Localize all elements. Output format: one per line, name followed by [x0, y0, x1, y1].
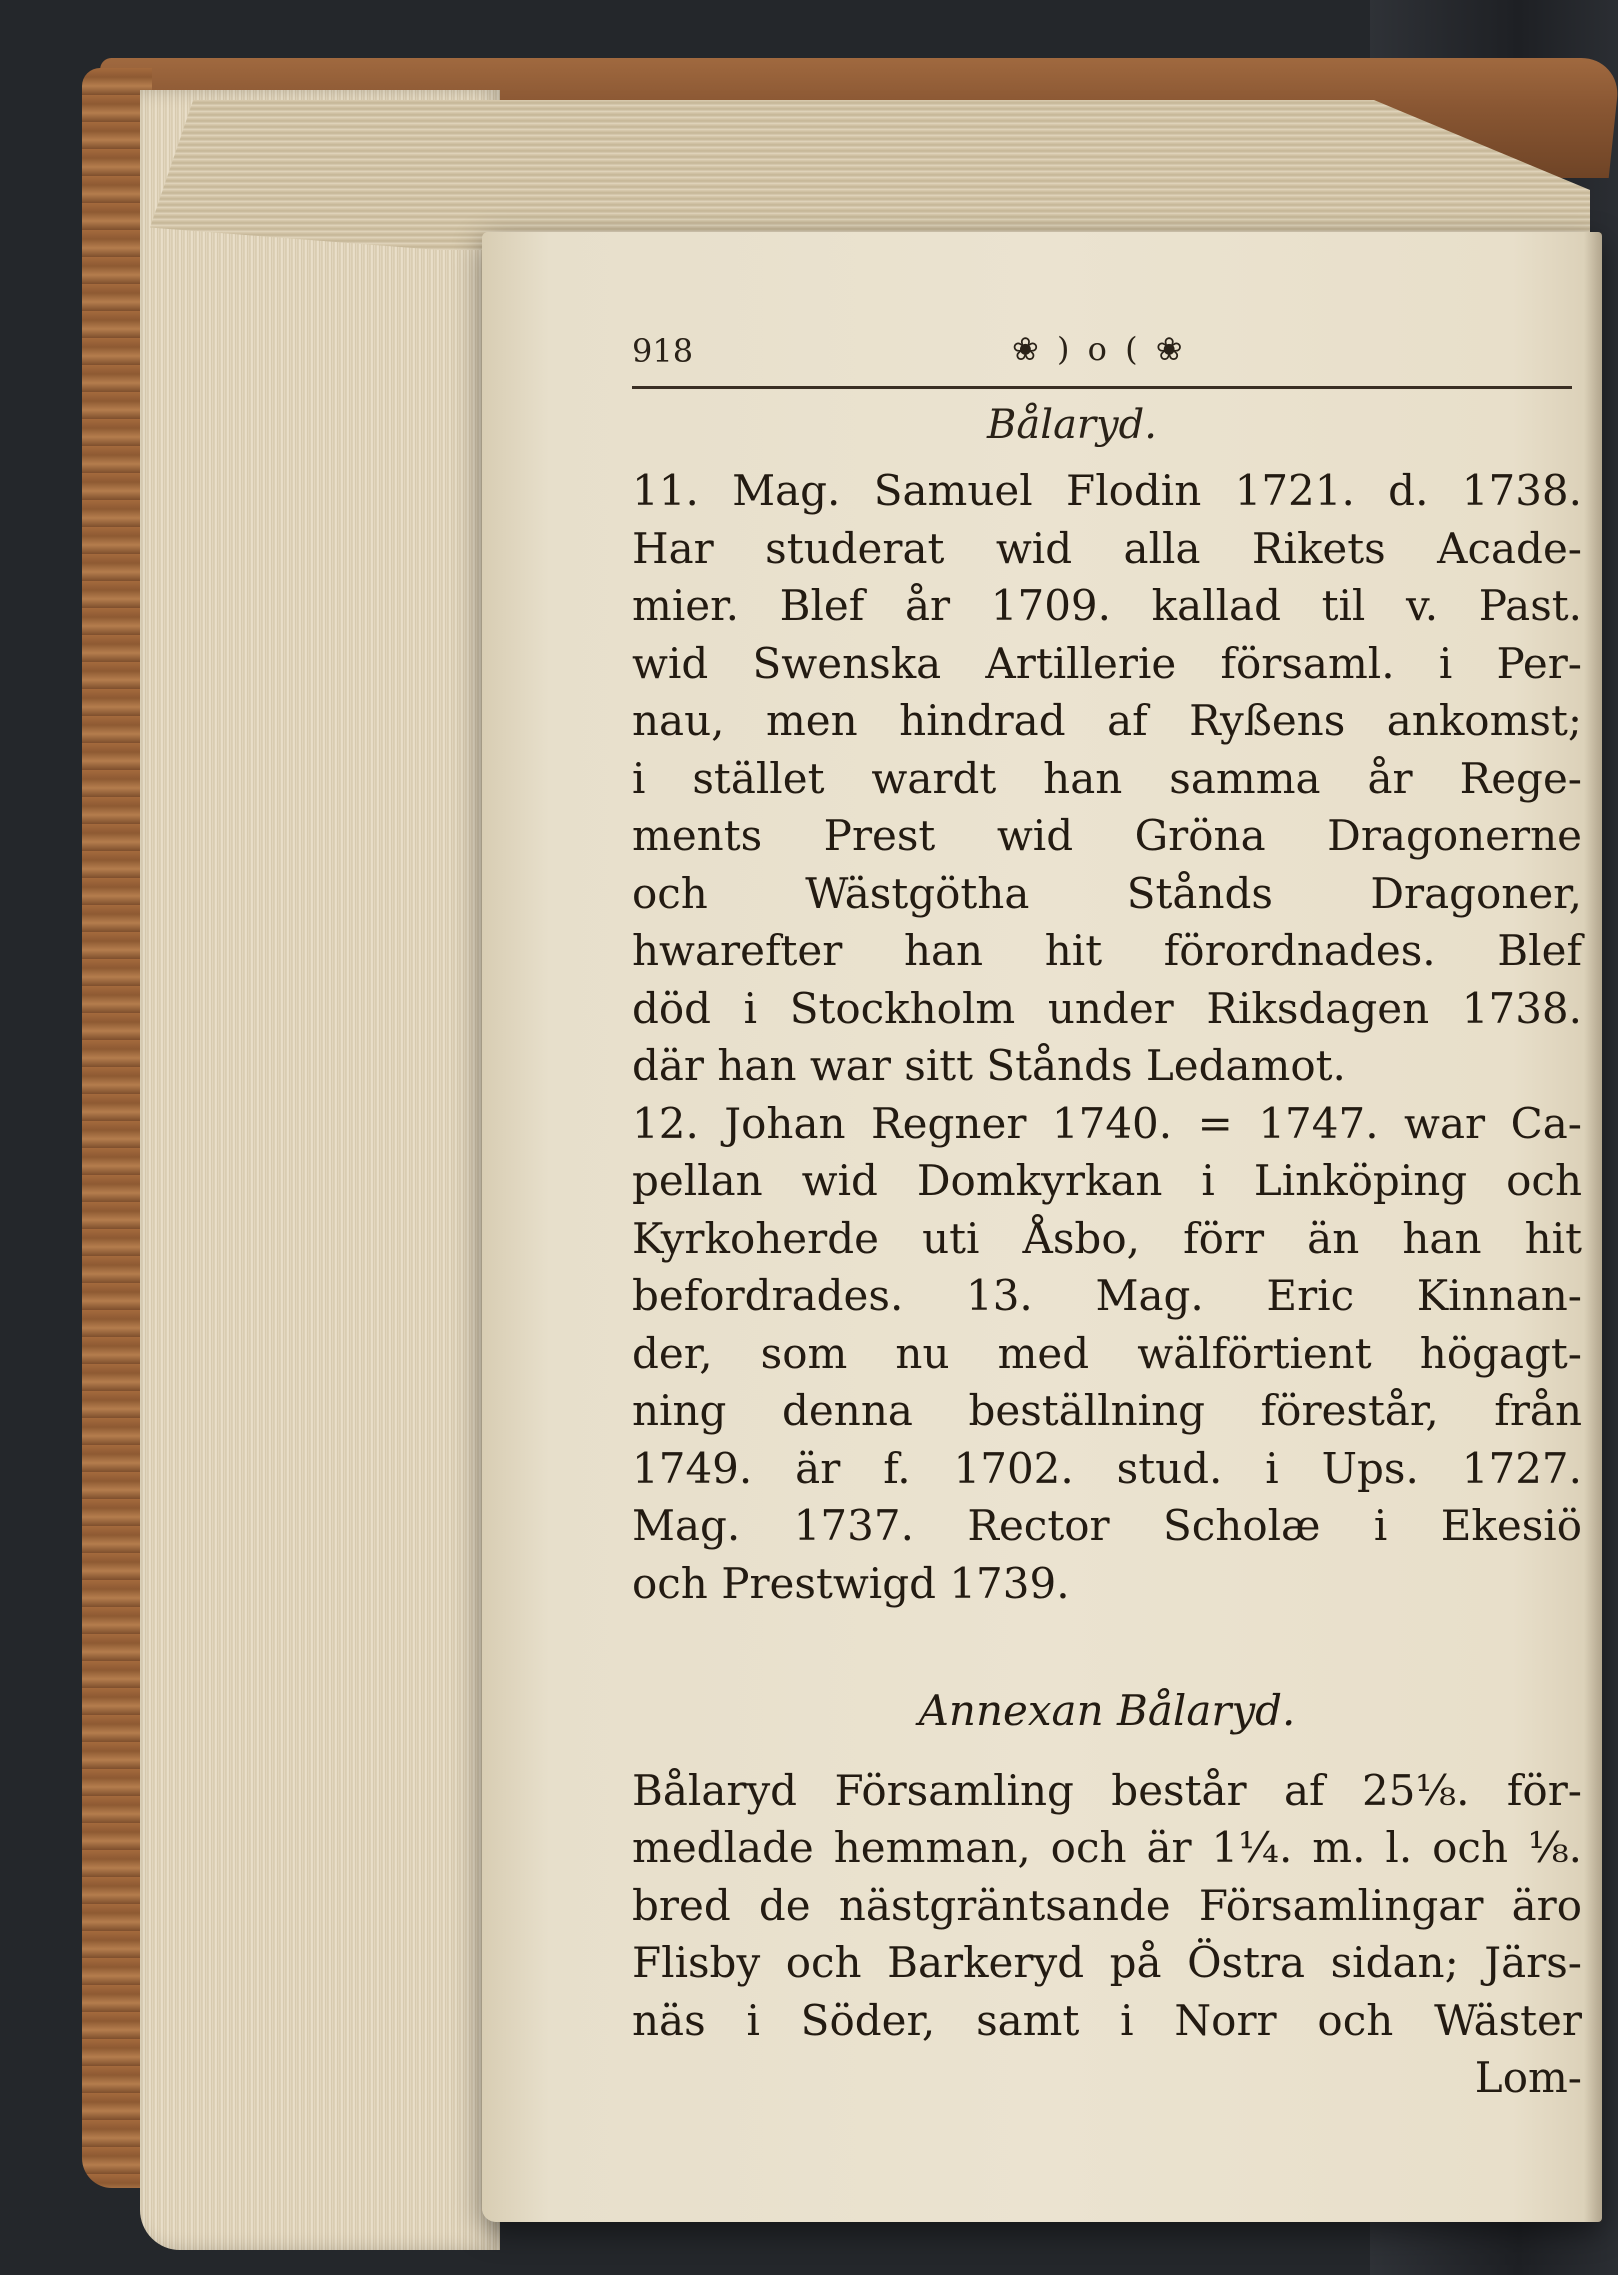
text-line: Bålaryd Församling består af 25⅛. för-	[632, 1765, 1582, 1815]
text-line: befordrades. 13. Mag. Eric Kinnan-	[632, 1271, 1582, 1320]
text-line: nau, men hindrad af Ryßens ankomst;	[632, 696, 1582, 745]
text-line: och Wästgötha Stånds Dragoner,	[632, 868, 1582, 918]
header-ornament: ❀ ) o ( ❀	[1012, 330, 1187, 368]
text-line: der, som nu med wälförtient högagt-	[632, 1328, 1582, 1378]
text-line: ning denna beställning förestår, från	[632, 1386, 1582, 1435]
page-title: Bålaryd.	[987, 402, 1157, 448]
text-line: Flisby och Barkeryd på Östra sidan; Järs-	[632, 1938, 1582, 1987]
header-rule	[632, 386, 1572, 389]
text-line: hwarefter han hit förordnades. Blef	[632, 926, 1582, 975]
text-line: och Prestwigd 1739.	[632, 1558, 1070, 1608]
text-line: ments Prest wid Gröna Dragonerne	[632, 811, 1582, 860]
text-line: bred de nästgräntsande Församlingar äro	[632, 1880, 1582, 1930]
page-stack-top	[150, 100, 1590, 250]
text-line: medlade hemman, och är 1¼. m. l. och ⅛.	[632, 1823, 1582, 1872]
text-line: där han war sitt Stånds Ledamot.	[632, 1041, 1346, 1090]
text-line: mier. Blef år 1709. kallad til v. Past.	[632, 581, 1582, 630]
text-line: död i Stockholm under Riksdagen 1738.	[632, 983, 1582, 1033]
running-header	[632, 332, 1572, 376]
text-line: Kyrkoherde uti Åsbo, förr än han hit	[632, 1213, 1582, 1263]
catchword: Lom-	[1474, 2053, 1582, 2102]
body-text	[632, 462, 1582, 2107]
text-line: Har studerat wid alla Rikets Acade-	[632, 523, 1582, 573]
text-line: pellan wid Domkyrkan i Linköping och	[632, 1156, 1582, 1205]
text-line: 12. Johan Regner 1740. = 1747. war Ca-	[632, 1098, 1582, 1148]
page-number: 918	[632, 332, 694, 370]
text-line: 1749. är f. 1702. stud. i Ups. 1727.	[632, 1443, 1582, 1493]
book-page	[482, 232, 1602, 2222]
page-stack-edge	[140, 90, 500, 2250]
section-title: Annexan Bålaryd.	[918, 1686, 1296, 1735]
text-line: 11. Mag. Samuel Flodin 1721. d. 1738.	[632, 466, 1582, 515]
text-line: näs i Söder, samt i Norr och Wäster	[632, 1995, 1582, 2045]
text-line: wid Swenska Artillerie församl. i Per-	[632, 638, 1582, 688]
text-line: i stället wardt han samma år Rege-	[632, 753, 1582, 803]
text-line: Mag. 1737. Rector Scholæ i Ekesiö	[632, 1501, 1582, 1550]
